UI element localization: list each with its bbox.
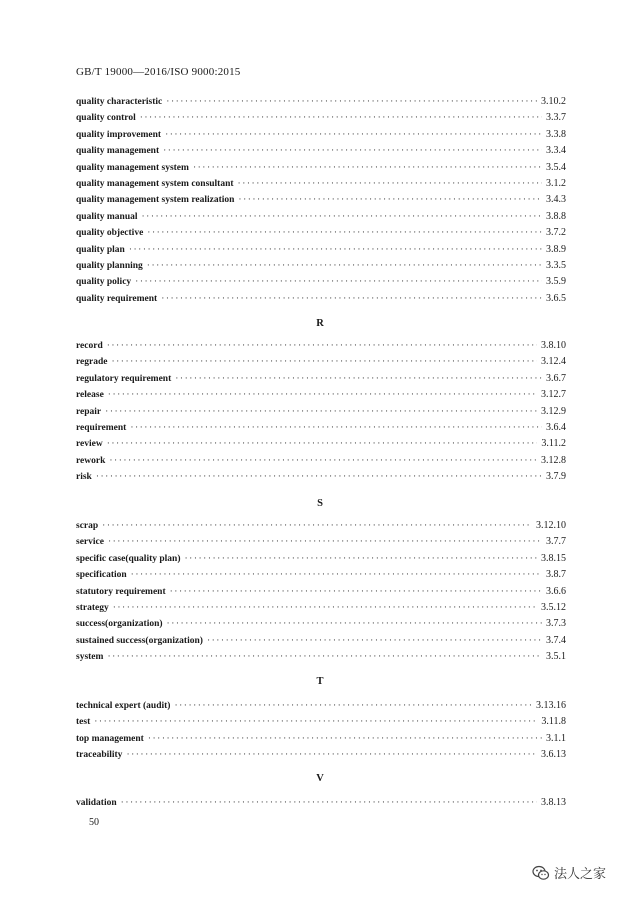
index-entry	[76, 373, 566, 389]
dot-leader	[96, 472, 542, 482]
dot-leader	[161, 294, 542, 304]
index-entry	[76, 129, 566, 145]
index-term: quality management system realization	[76, 195, 235, 206]
dot-leader	[238, 195, 542, 205]
index-term: requirement	[76, 422, 127, 433]
index-entry	[76, 569, 566, 585]
index-reference: 3.6.7	[546, 372, 566, 384]
index-reference: 3.3.7	[546, 112, 566, 124]
index-reference: 3.12.8	[541, 454, 566, 466]
section-letter-r: R	[316, 318, 324, 329]
index-reference: 3.10.2	[541, 96, 566, 107]
dot-leader	[193, 163, 542, 173]
index-entry	[76, 112, 566, 128]
index-entry	[76, 749, 566, 765]
index-reference: 3.6.13	[541, 749, 566, 761]
dot-leader	[109, 456, 537, 466]
index-term: test	[76, 717, 91, 728]
index-term: repair	[76, 406, 102, 417]
index-reference: 3.1.2	[546, 177, 566, 189]
index-term: quality manual	[76, 211, 138, 222]
index-term: specification	[76, 570, 127, 581]
index-term: quality requirement	[76, 293, 158, 304]
dot-leader	[121, 798, 537, 808]
dot-leader	[126, 750, 537, 760]
index-entry	[76, 553, 566, 569]
index-entry	[76, 455, 566, 471]
index-group	[76, 96, 566, 309]
index-reference: 3.3.8	[546, 128, 566, 140]
index-term: regrade	[76, 357, 108, 368]
dot-leader	[113, 603, 537, 613]
index-reference: 3.12.4	[541, 356, 566, 368]
index-term: sustained success(organization)	[76, 635, 203, 646]
index-entry	[76, 700, 566, 716]
index-term: risk	[76, 472, 92, 483]
index-reference: 3.8.15	[541, 552, 566, 564]
index-entry	[76, 471, 566, 487]
index-reference: 3.12.10	[536, 520, 566, 531]
index-reference: 3.6.6	[546, 585, 566, 597]
index-term: validation	[76, 798, 117, 808]
index-reference: 3.7.2	[546, 227, 566, 239]
index-entry	[76, 96, 566, 112]
index-entry	[76, 797, 566, 813]
index-term: release	[76, 390, 104, 401]
dot-leader	[165, 130, 542, 140]
wechat-icon	[532, 865, 550, 881]
section-letter-s: S	[317, 498, 323, 509]
index-reference: 3.6.4	[546, 421, 566, 433]
index-entry	[76, 178, 566, 194]
index-group	[76, 340, 566, 488]
index-entry	[76, 293, 566, 309]
index-term: success(organization)	[76, 619, 163, 630]
index-term: scrap	[76, 521, 99, 531]
index-group	[76, 520, 566, 668]
index-entry	[76, 602, 566, 618]
watermark	[532, 863, 606, 882]
index-reference: 3.7.4	[546, 634, 566, 646]
index-reference: 3.8.7	[546, 569, 566, 581]
dot-leader	[147, 261, 542, 271]
dot-leader	[167, 619, 542, 629]
index-term: review	[76, 439, 103, 450]
index-term: technical expert (audit)	[76, 701, 171, 711]
index-entry	[76, 586, 566, 602]
index-entry	[76, 227, 566, 243]
dot-leader	[207, 636, 542, 646]
index-entry	[76, 438, 566, 454]
index-entry	[76, 211, 566, 227]
index-term: quality management system consultant	[76, 178, 234, 189]
index-term: quality control	[76, 113, 136, 124]
dot-leader	[131, 570, 542, 580]
document-header: GB/T 19000—2016/ISO 9000:2015	[76, 66, 241, 78]
dot-leader	[135, 277, 542, 287]
index-term: statutory requirement	[76, 586, 166, 597]
index-term: quality characteristic	[76, 97, 163, 107]
index-entry	[76, 356, 566, 372]
dot-leader	[108, 537, 542, 547]
index-term: traceability	[76, 750, 123, 761]
index-term: quality objective	[76, 228, 144, 239]
index-entry	[76, 716, 566, 732]
watermark-text: 法人之家	[554, 867, 607, 882]
index-entry	[76, 618, 566, 634]
index-term: quality policy	[76, 277, 132, 288]
index-reference: 3.7.7	[546, 536, 566, 548]
index-reference: 3.7.3	[546, 618, 566, 630]
index-reference: 3.8.10	[541, 340, 566, 351]
dot-leader	[174, 701, 532, 711]
index-reference: 3.6.5	[546, 292, 566, 304]
index-term: quality improvement	[76, 129, 162, 140]
dot-leader	[94, 717, 537, 727]
index-entry	[76, 389, 566, 405]
section-letter-v: V	[316, 773, 324, 784]
dot-leader	[107, 341, 537, 351]
dot-leader	[107, 652, 542, 662]
dot-leader	[129, 245, 542, 255]
index-reference: 3.12.7	[541, 389, 566, 401]
dot-leader	[140, 113, 542, 123]
index-term: quality plan	[76, 244, 125, 255]
index-term: specific case(quality plan)	[76, 553, 181, 564]
index-group	[76, 700, 566, 766]
dot-leader	[107, 439, 538, 449]
dot-leader	[185, 554, 538, 564]
index-entry	[76, 733, 566, 749]
index-entry	[76, 651, 566, 667]
index-reference: 3.5.9	[546, 276, 566, 288]
index-reference: 3.7.9	[546, 471, 566, 483]
index-reference: 3.4.3	[546, 194, 566, 206]
index-reference: 3.13.16	[536, 700, 566, 711]
index-entry	[76, 244, 566, 260]
dot-leader	[163, 146, 542, 156]
index-reference: 3.1.1	[546, 732, 566, 744]
index-reference: 3.8.13	[541, 797, 566, 808]
dot-leader	[111, 357, 537, 367]
dot-leader	[166, 97, 537, 107]
index-reference: 3.5.12	[541, 601, 566, 613]
index-reference: 3.5.4	[546, 161, 566, 173]
index-reference: 3.8.9	[546, 243, 566, 255]
page-number: 50	[89, 817, 99, 828]
dot-leader	[105, 407, 537, 417]
index-entry	[76, 520, 566, 536]
index-entry	[76, 635, 566, 651]
index-entry	[76, 340, 566, 356]
index-term: quality planning	[76, 260, 143, 271]
index-term: quality management	[76, 146, 160, 157]
dot-leader	[148, 734, 542, 744]
index-term: rework	[76, 455, 106, 466]
index-entry	[76, 406, 566, 422]
index-reference: 3.5.1	[546, 651, 566, 663]
index-entry	[76, 276, 566, 292]
index-entry	[76, 422, 566, 438]
index-term: system	[76, 652, 104, 663]
index-entry	[76, 536, 566, 552]
index-group	[76, 797, 566, 813]
index-term: quality management system	[76, 162, 189, 173]
index-reference: 3.3.5	[546, 259, 566, 271]
dot-leader	[238, 179, 542, 189]
dot-leader	[130, 423, 542, 433]
index-term: service	[76, 537, 104, 548]
index-term: strategy	[76, 602, 109, 613]
index-term: regulatory requirement	[76, 373, 172, 384]
index-entry	[76, 145, 566, 161]
index-reference: 3.3.4	[546, 145, 566, 157]
dot-leader	[170, 587, 542, 597]
dot-leader	[175, 374, 542, 384]
index-entry	[76, 194, 566, 210]
dot-leader	[142, 212, 542, 222]
index-reference: 3.11.8	[541, 716, 566, 728]
index-term: top management	[76, 733, 144, 744]
index-reference: 3.11.2	[541, 438, 566, 450]
index-reference: 3.12.9	[541, 405, 566, 417]
index-entry	[76, 260, 566, 276]
index-entry	[76, 162, 566, 178]
index-reference: 3.8.8	[546, 210, 566, 222]
dot-leader	[147, 228, 542, 238]
section-letter-t: T	[316, 676, 324, 687]
dot-leader	[102, 521, 532, 531]
index-term: record	[76, 341, 103, 351]
dot-leader	[108, 390, 537, 400]
